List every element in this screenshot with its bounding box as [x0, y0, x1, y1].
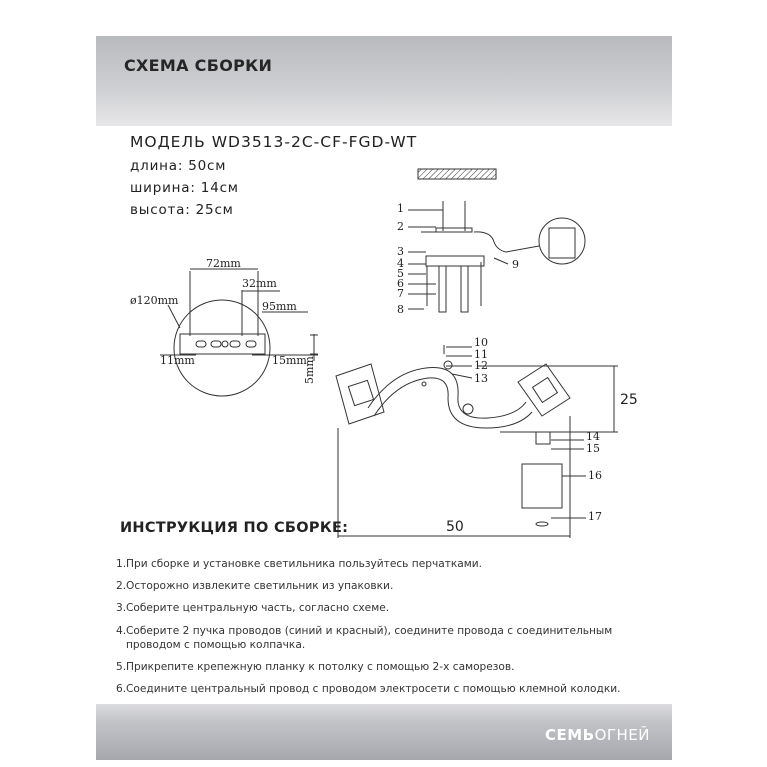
left-shade: [336, 364, 384, 424]
instruction-step: [116, 624, 666, 652]
instruction-step: [116, 557, 666, 571]
base-plate-circle: [174, 300, 270, 396]
instruction-step: [116, 660, 666, 674]
instruction-step: [116, 682, 666, 696]
callout-2: 2: [397, 220, 404, 233]
spec-height: высота: 25см: [130, 202, 234, 218]
socket: [536, 432, 550, 444]
step-text: Соберите 2 пучка проводов (синий и красный), соедините провода с соединительным проводом с помощью колпачка.: [126, 624, 613, 651]
step-text: Соберите центральную часть, согласно схеме.: [126, 602, 390, 615]
glass-shade: [522, 464, 562, 508]
dim-5: 5mm: [303, 356, 316, 384]
callout-8: 8: [397, 303, 404, 316]
instruction-sheet: [96, 36, 672, 760]
instructions-list: [116, 557, 666, 704]
dim-diameter: ø120mm: [130, 294, 179, 307]
callout-16: 16: [588, 469, 602, 482]
dim-32: 32mm: [242, 277, 277, 290]
step-number: 4.: [116, 624, 127, 637]
brand-light: ОГНЕЙ: [594, 726, 650, 744]
callout-11: 11: [474, 348, 488, 361]
callout-6: 6: [397, 277, 404, 290]
brand-bold: СЕМЬ: [544, 726, 595, 744]
step-text: При сборке и установке светильника пользуйтесь перчатками.: [126, 558, 483, 570]
connector-detail-circle: [539, 218, 585, 264]
base-plate-diagram: [160, 269, 318, 396]
dim-95: 95mm: [262, 300, 297, 313]
callout-9: 9: [512, 258, 519, 271]
callout-17: 17: [588, 510, 602, 523]
dim-72: 72mm: [206, 257, 241, 270]
callout-4: 4: [397, 257, 404, 270]
right-shade: [518, 364, 570, 416]
callout-15: 15: [586, 442, 600, 455]
callouts: [397, 202, 602, 523]
callout-12: 12: [474, 359, 488, 372]
callout-14: 14: [586, 430, 600, 443]
brand-logo: [545, 726, 650, 744]
callout-5: 5: [397, 267, 404, 280]
spec-width: ширина: 14см: [130, 180, 239, 196]
model-number: МОДЕЛЬ WD3513-2C-CF-FGD-WT: [130, 133, 418, 151]
spec-length: длина: 50см: [130, 158, 227, 174]
callout-3: 3: [397, 245, 404, 258]
step-text: Осторожно извлеките светильник из упаковки.: [126, 580, 394, 593]
exploded-view: [408, 169, 585, 312]
ceiling-hatch: [418, 169, 496, 179]
step-text: Соедините центральный провод с проводом электросети с помощью клемной колодки.: [126, 682, 621, 695]
callout-13: 13: [474, 372, 488, 385]
overall-length: 50: [446, 519, 464, 535]
dim-11: 11mm: [160, 354, 195, 367]
step-number: 3.: [116, 602, 127, 615]
step-text: Прикрепите крепежную планку к потолку с помощью 2-х саморезов.: [126, 660, 515, 673]
callout-1: 1: [397, 202, 404, 215]
dim-15: 15mm: [272, 354, 307, 367]
step-number: 6.: [116, 682, 127, 695]
page-title: СХЕМА СБОРКИ: [124, 56, 273, 75]
step-number: 2.: [116, 580, 127, 593]
callout-10: 10: [474, 336, 488, 349]
instructions-title: ИНСТРУКЦИЯ ПО СБОРКЕ:: [120, 520, 349, 536]
step-number: 5.: [116, 660, 127, 673]
callout-7: 7: [397, 287, 404, 300]
instruction-step: [116, 579, 666, 593]
base-dimensions: [130, 257, 316, 384]
instruction-step: [116, 601, 666, 615]
step-number: 1.: [116, 558, 127, 570]
overall-height: 25: [620, 392, 638, 408]
